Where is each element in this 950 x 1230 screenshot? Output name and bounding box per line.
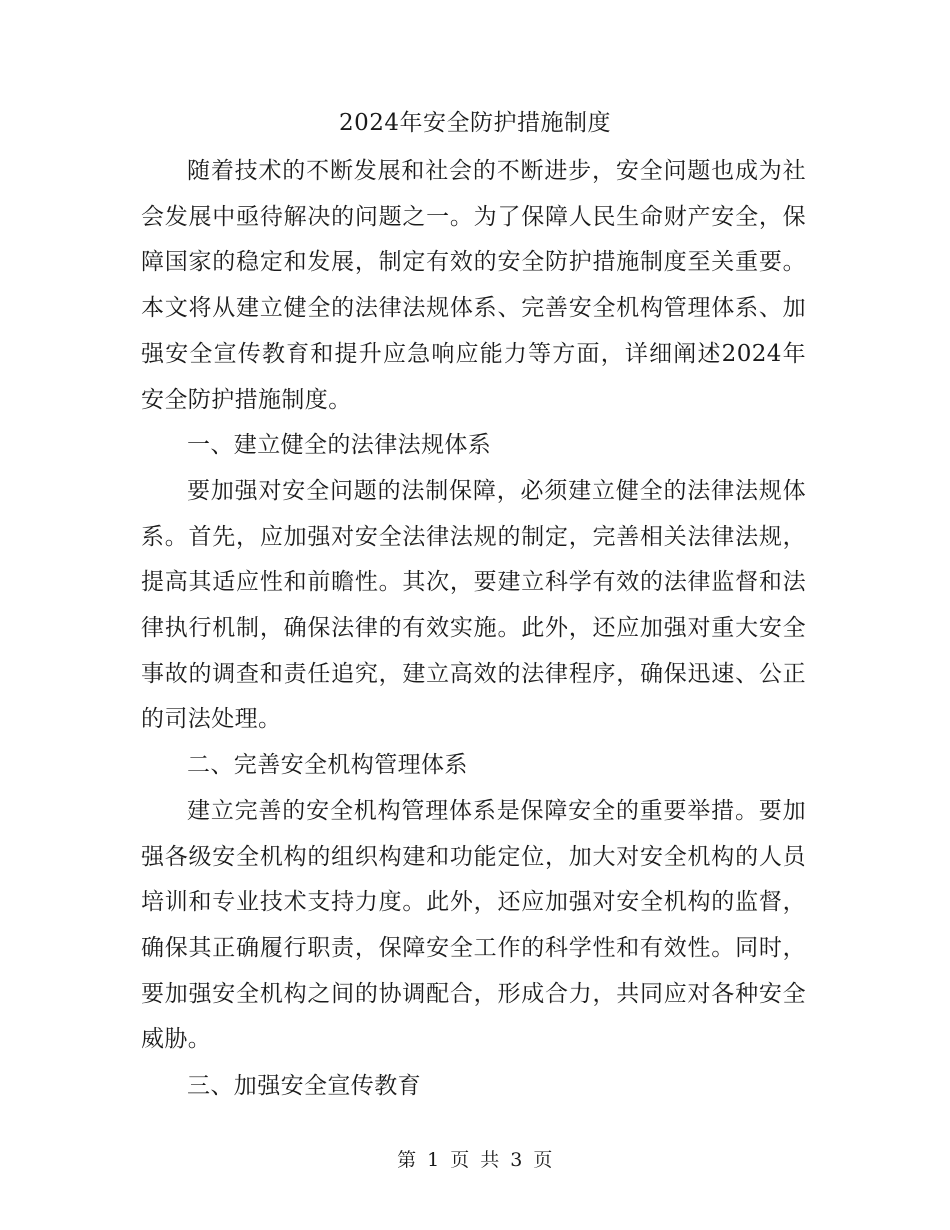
section-2-paragraph: 建立完善的安全机构管理体系是保障安全的重要举措。要加强各级安全机构的组织构建和功能定位，加大对安全机构的人员培训和专业技术支持力度。此外，还应加强对安全机构的监督，确保其正确履行职责，保障安全工作的科学性和有效性。同时，要加强安全机构之间的协调配合，形成合力，共同应对各种安全威胁。 (141, 797, 806, 1053)
section-heading-1: 一、建立健全的法律法规体系 (187, 432, 492, 459)
page-number-footer: 第 1 页 共 3 页 (397, 1149, 553, 1171)
section-1-paragraph: 要加强对安全问题的法制保障，必须建立健全的法律法规体系。首先，应加强对安全法律法规的制定，完善相关法律法规，提高其适应性和前瞻性。其次，要建立科学有效的法律监督和法律执行机制，确保法律的有效实施。此外，还应加强对重大安全事故的调查和责任追究，建立高效的法律程序，确保迅速、公正的司法处理。 (141, 477, 806, 733)
document-title: 2024年安全防护措施制度 (338, 110, 612, 136)
intro-paragraph: 随着技术的不断发展和社会的不断进步，安全问题也成为社会发展中亟待解决的问题之一。为了保障人民生命财产安全，保障国家的稳定和发展，制定有效的安全防护措施制度至关重要。本文将从建立健全的法律法规体系、完善安全机构管理体系、加强安全宣传教育和提升应急响应能力等方面，详细阐述2024年安全防护措施制度。 (141, 158, 806, 413)
section-heading-2: 二、完善安全机构管理体系 (187, 752, 468, 779)
document-body (141, 149, 806, 1110)
section-heading-3: 三、加强安全宣传教育 (187, 1073, 421, 1100)
